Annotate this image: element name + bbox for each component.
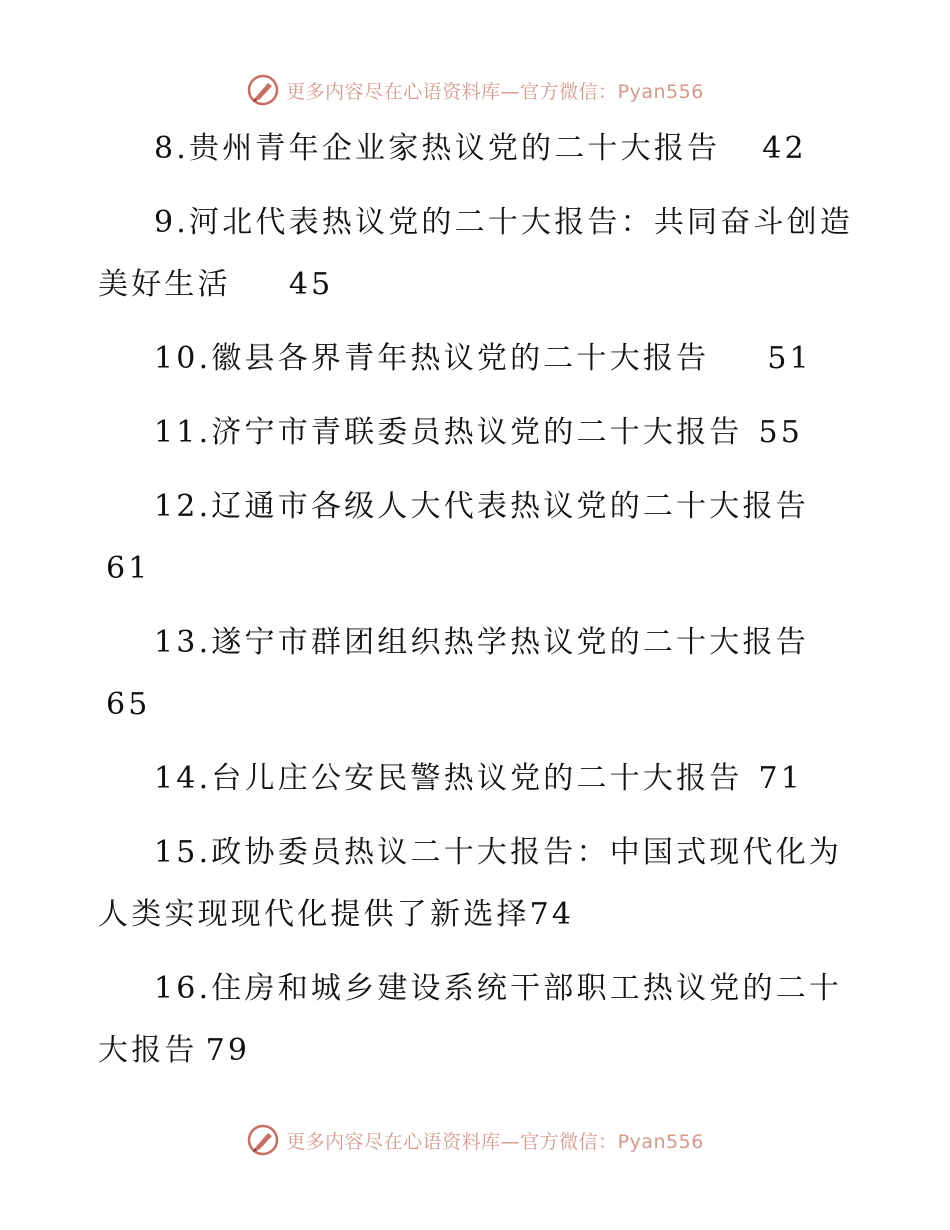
pen-circle-logo-icon [246,1123,280,1157]
toc-entry-title: 8.贵州青年企业家热议党的二十大报告 [154,131,721,166]
toc-entry-page: 42 [762,131,807,166]
toc-entry [98,476,858,600]
toc-entry [98,328,858,390]
pen-circle-logo-icon [246,73,280,107]
toc-entry-page: 45 [288,267,334,302]
toc-entry-title: 16.住房和城乡建设系统干部职工热议党的二十大报告 [98,971,843,1068]
table-of-contents [98,118,858,1094]
toc-entry-title: 11.济宁市青联委员热议党的二十大报告 [154,415,743,450]
header-watermark [0,70,950,110]
toc-entry [98,958,858,1082]
toc-entry-page: 55 [758,415,804,450]
toc-entry-page: 51 [767,341,812,376]
toc-entry-title: 12.辽通市各级人大代表热议党的二十大报告 [154,489,809,524]
toc-entry [98,118,858,180]
toc-entry-page: 71 [758,761,804,796]
toc-entry-page: 61 [106,551,151,586]
toc-entry-title: 10.徽县各界青年热议党的二十大报告 [154,341,710,376]
toc-entry-title: 15.政协委员热议二十大报告：中国式现代化为人类实现现代化提供了新选择 [98,835,843,932]
toc-entry [98,402,858,464]
footer-watermark [0,1120,950,1160]
toc-entry-title: 9.河北代表热议党的二十大报告：共同奋斗创造美好生活 [98,205,854,302]
toc-entry-page: 65 [106,687,151,722]
toc-entry [98,192,858,316]
toc-entry-page: 74 [529,897,575,932]
toc-entry-title: 13.遂宁市群团组织热学热议党的二十大报告 [154,625,809,660]
toc-entry [98,822,858,946]
toc-entry [98,748,858,810]
watermark-text: 更多内容尽在心语资料库—官方微信：Pyan556 [286,80,704,103]
toc-entry [98,612,858,736]
toc-entry-page: 79 [205,1033,251,1068]
toc-entry-title: 14.台儿庄公安民警热议党的二十大报告 [154,761,743,796]
watermark-text: 更多内容尽在心语资料库—官方微信：Pyan556 [286,1130,704,1153]
